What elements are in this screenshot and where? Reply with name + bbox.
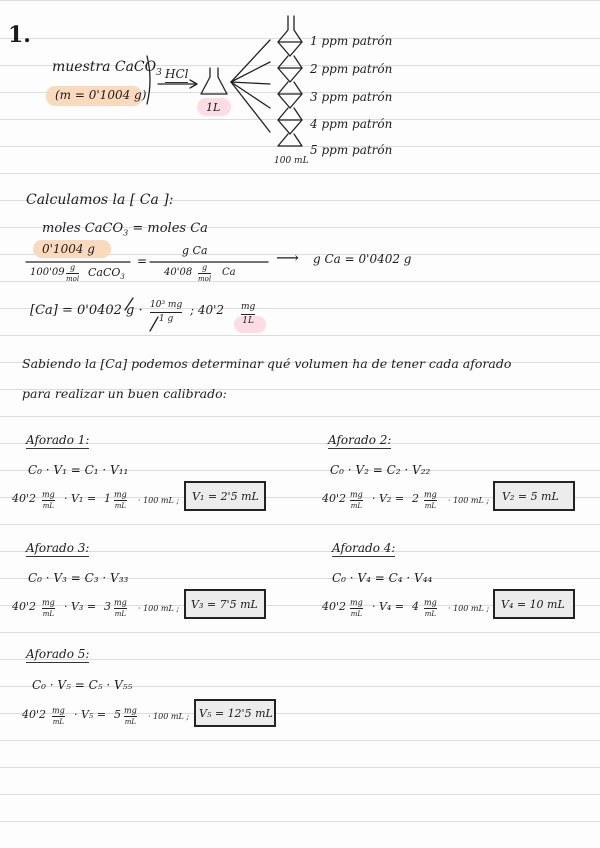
dilution-formula: C₀ · V₂ = C₂ · V₂₂ — [330, 463, 431, 477]
volume-label: · V₁ = — [64, 492, 97, 505]
unit-mg-per-ml: mg mL — [114, 598, 127, 618]
equals-sign: = — [137, 254, 148, 268]
aforado-title: Aforado 4: — [332, 541, 396, 555]
stock-conc: 40'2 — [12, 492, 37, 505]
volume-result: V₄ = 10 mL — [501, 598, 565, 611]
target-conc: 2 — [412, 492, 419, 505]
volumetric-flask-icon — [201, 68, 227, 94]
concentration-value: ; 40'2 — [190, 303, 225, 317]
conversion-factor: 10³ mg 1 g — [150, 300, 183, 324]
flask-tail: · 100 mL ; — [448, 496, 490, 505]
ca-label: Ca — [222, 267, 236, 278]
stock-conc: 40'2 — [322, 492, 347, 505]
target-conc: 5 — [114, 708, 121, 721]
g-ca-numerator: g Ca — [182, 244, 208, 257]
volume-result: V₁ = 2'5 mL — [192, 490, 259, 503]
flask-tail: · 100 mL ; — [448, 604, 490, 613]
flask-tail: · 100 mL ; — [138, 496, 180, 505]
mass-ca-result: g Ca = 0'0402 g — [313, 252, 412, 266]
caco3-label: CaCO$_3$ — [88, 266, 125, 282]
unit-mg-per-ml: mg mL — [350, 598, 363, 618]
target-conc: 4 — [412, 600, 419, 613]
sample-label: muestra CaCO$_3$ — [52, 59, 162, 78]
dilution-formula: C₀ · V₅ = C₅ · V₅₅ — [32, 678, 133, 692]
unit-mg-per-ml: mg mL — [124, 706, 137, 726]
unit-g-per-mol: g mol — [66, 263, 80, 283]
dilution-formula: C₀ · V₄ = C₄ · V₄₄ — [332, 571, 433, 585]
target-conc: 3 — [104, 600, 111, 613]
small-flask-volume: 100 mL — [274, 156, 309, 166]
aforado-title: Aforado 1: — [26, 433, 90, 447]
volume-label: · V₂ = — [372, 492, 405, 505]
unit-mg-per-ml: mg mL — [424, 598, 437, 618]
volume-result: V₃ = 7'5 mL — [191, 598, 258, 611]
molar-mass-ca: 40'08 — [164, 267, 193, 278]
flask-tail: · 100 mL ; — [148, 712, 190, 721]
mass-note: (m = 0'1004 g) — [55, 88, 147, 102]
intro-line-1: Sabiendo la [Ca] podemos determinar qué volumen ha de tener cada aforado — [22, 356, 512, 371]
unit-g-per-mol-ca: g mol — [198, 263, 212, 283]
unit-mg-per-ml: mg mL — [52, 706, 65, 726]
standard-flasks-icon — [278, 16, 302, 146]
result-arrow-icon: ⟶ — [276, 248, 299, 267]
calc-heading: Calculamos la [ Ca ]: — [26, 192, 174, 208]
unit-mg-per-ml: mg mL — [424, 490, 437, 510]
intro-line-2: para realizar un buen calibrado: — [22, 386, 227, 401]
concentration-unit: mg 1L — [241, 302, 256, 326]
mass-numerator: 0'1004 g — [42, 242, 95, 256]
dilution-formula: C₀ · V₃ = C₃ · V₃₃ — [28, 571, 129, 585]
flask-volume-label: 1L — [206, 101, 221, 114]
stock-conc: 40'2 — [322, 600, 347, 613]
unit-mg-per-ml: mg mL — [42, 598, 55, 618]
aforado-title: Aforado 3: — [26, 541, 90, 555]
reagent-label: HCl — [165, 67, 189, 81]
molar-mass-caco3: 100'09 — [30, 267, 65, 278]
volume-result: V₂ = 5 mL — [502, 490, 559, 503]
unit-mg-per-ml: mg mL — [42, 490, 55, 510]
fan-lines — [231, 40, 270, 132]
standard-2: 2 ppm patrón — [310, 62, 393, 76]
moles-equation: moles CaCO$_3$ = moles Ca — [42, 221, 208, 238]
problem-number: 1. — [8, 22, 31, 48]
flask-tail: · 100 mL ; — [138, 604, 180, 613]
standard-1: 1 ppm patrón — [310, 34, 393, 48]
unit-mg-per-ml: mg mL — [350, 490, 363, 510]
stock-conc: 40'2 — [22, 708, 47, 721]
concentration-lhs: [Ca] = 0'0402 g · — [30, 303, 143, 318]
unit-mg-per-ml: mg mL — [114, 490, 127, 510]
aforado-title: Aforado 2: — [328, 433, 392, 447]
standard-5: 5 ppm patrón — [310, 143, 393, 157]
brace-icon — [147, 56, 150, 104]
aforado-title: Aforado 5: — [26, 647, 90, 661]
dilution-formula: C₀ · V₁ = C₁ · V₁₁ — [28, 463, 129, 477]
target-conc: 1 — [104, 492, 111, 505]
volume-label: · V₅ = — [74, 708, 107, 721]
volume-label: · V₄ = — [372, 600, 405, 613]
volume-result: V₅ = 12'5 mL — [199, 707, 273, 720]
volume-label: · V₃ = — [64, 600, 97, 613]
standard-4: 4 ppm patrón — [310, 117, 393, 131]
stock-conc: 40'2 — [12, 600, 37, 613]
standard-3: 3 ppm patrón — [310, 90, 393, 104]
